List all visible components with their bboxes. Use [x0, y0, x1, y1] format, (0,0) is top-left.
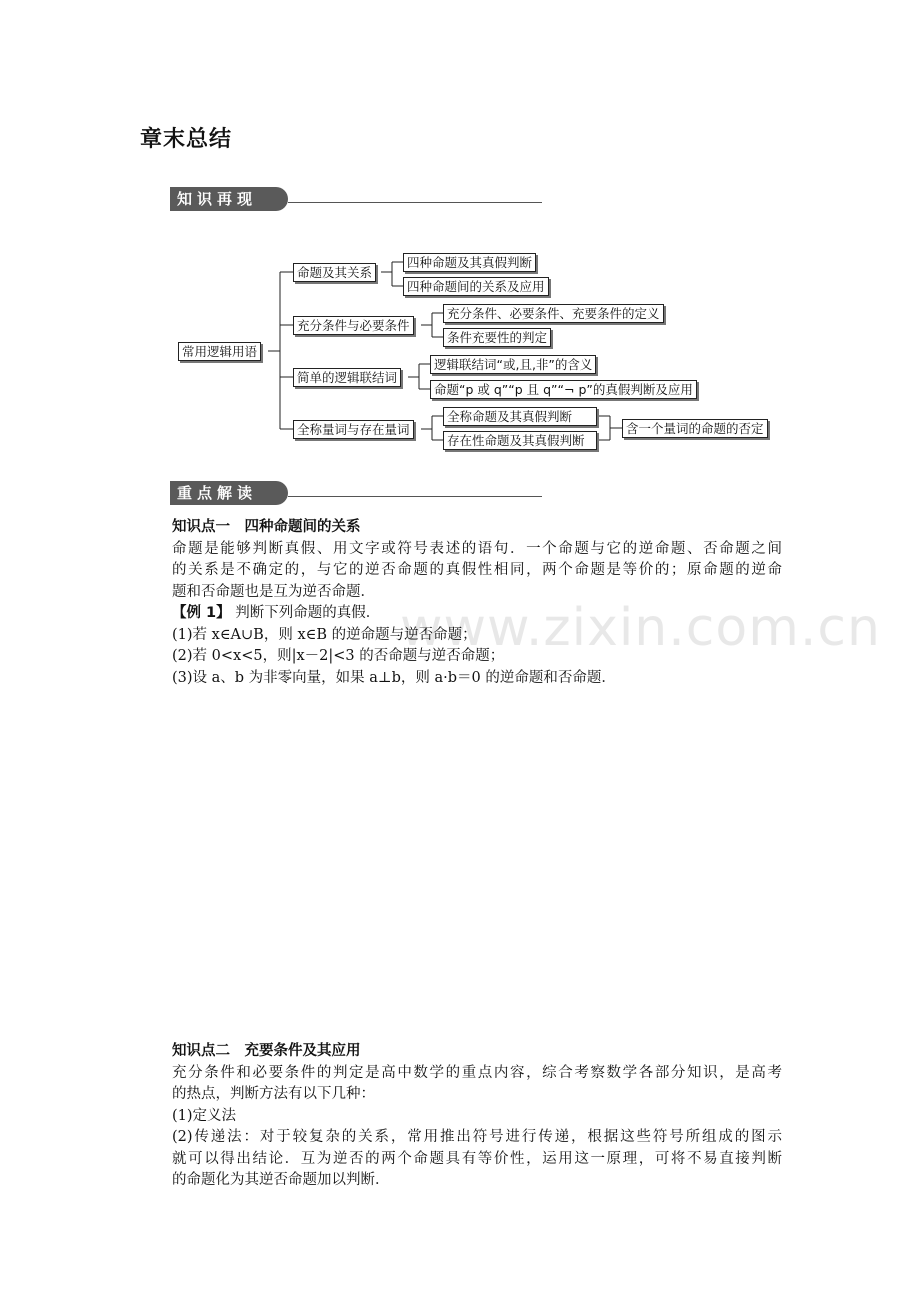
mindmap-leaf: 逻辑联结词“或,且,非”的含义 [430, 355, 596, 374]
mindmap-leaf: 四种命题及其真假判断 [403, 253, 536, 272]
mindmap-branch: 充分条件与必要条件 [293, 316, 414, 335]
paragraph-line: 的命题化为其逆否命题加以判断． [172, 1172, 390, 1188]
paragraph-line: (2)传递法：对于较复杂的关系，常用推出符号进行传递，根据这些符号所组成的图示 [172, 1129, 782, 1145]
mindmap-branch: 全称量词与存在量词 [293, 420, 414, 439]
paragraph-line: (1)定义法 [172, 1107, 237, 1124]
mindmap-leaf: 存在性命题及其真假判断 [443, 431, 597, 450]
mindmap-branch: 简单的逻辑联结词 [293, 368, 401, 387]
example-item: (2)若 0<x<5，则|x－2|<3 的否命题与逆否命题； [172, 648, 505, 664]
mindmap-merge: 含一个量词的命题的否定 [622, 419, 768, 438]
paragraph-line: 题和否命题也是互为逆否命题． [172, 583, 375, 600]
divider [288, 496, 542, 497]
banner-focus [170, 481, 542, 507]
example-text: 判断下列命题的真假． [235, 605, 381, 621]
paragraph-line: 就可以得出结论．互为逆否的两个命题具有等价性，运用这一原理，可将不易直接判断 [172, 1150, 782, 1167]
mindmap-leaf: 充分条件、必要条件、充要条件的定义 [443, 304, 664, 323]
watermark: www.zixin.com.cn [400, 598, 881, 658]
example-label: 【例 1】 [172, 605, 231, 621]
section-2-heading: 知识点二 充要条件及其应用 [172, 1043, 361, 1059]
paragraph-line: 充分条件和必要条件的判定是高中数学的重点内容，综合考察数学各部分知识，是高考 [172, 1064, 782, 1081]
mindmap-leaf: 四种命题间的关系及应用 [403, 277, 549, 296]
section-1-heading: 知识点一 四种命题间的关系 [172, 519, 361, 535]
mindmap-leaf: 命题“p 或 q”“p 且 q”“¬ p”的真假判断及应用 [430, 380, 697, 399]
mindmap-connectors [0, 0, 920, 470]
banner-knowledge-label: 知识再现 [170, 187, 288, 211]
section-2 [172, 1041, 782, 1192]
section-1 [172, 517, 782, 689]
mindmap-branch: 命题及其关系 [293, 263, 376, 282]
page-title: 章末总结 [140, 127, 233, 152]
example-item: (1)若 x∈A∪B，则 x∈B 的逆命题与逆否命题； [172, 626, 477, 643]
example-item: (3)设 a、b 为非零向量，如果 a⊥b，则 a·b＝0 的逆命题和否命题． [172, 669, 616, 686]
banner-focus-label: 重点解读 [170, 481, 288, 505]
example-1 [172, 603, 782, 625]
mindmap-leaf: 全称命题及其真假判断 [443, 407, 597, 426]
paragraph-line: 的热点，判断方法有以下几种： [172, 1086, 375, 1102]
mindmap-root: 常用逻辑用语 [178, 342, 261, 361]
paragraph-line: 命题是能够判断真假、用文字或符号表述的语句．一个命题与它的逆命题、否命题之间 [172, 540, 782, 557]
paragraph-line: 的关系是不确定的，与它的逆否命题的真假性相同，两个命题是等价的；原命题的逆命 [172, 562, 782, 578]
mindmap-leaf: 条件充要性的判定 [443, 328, 551, 347]
